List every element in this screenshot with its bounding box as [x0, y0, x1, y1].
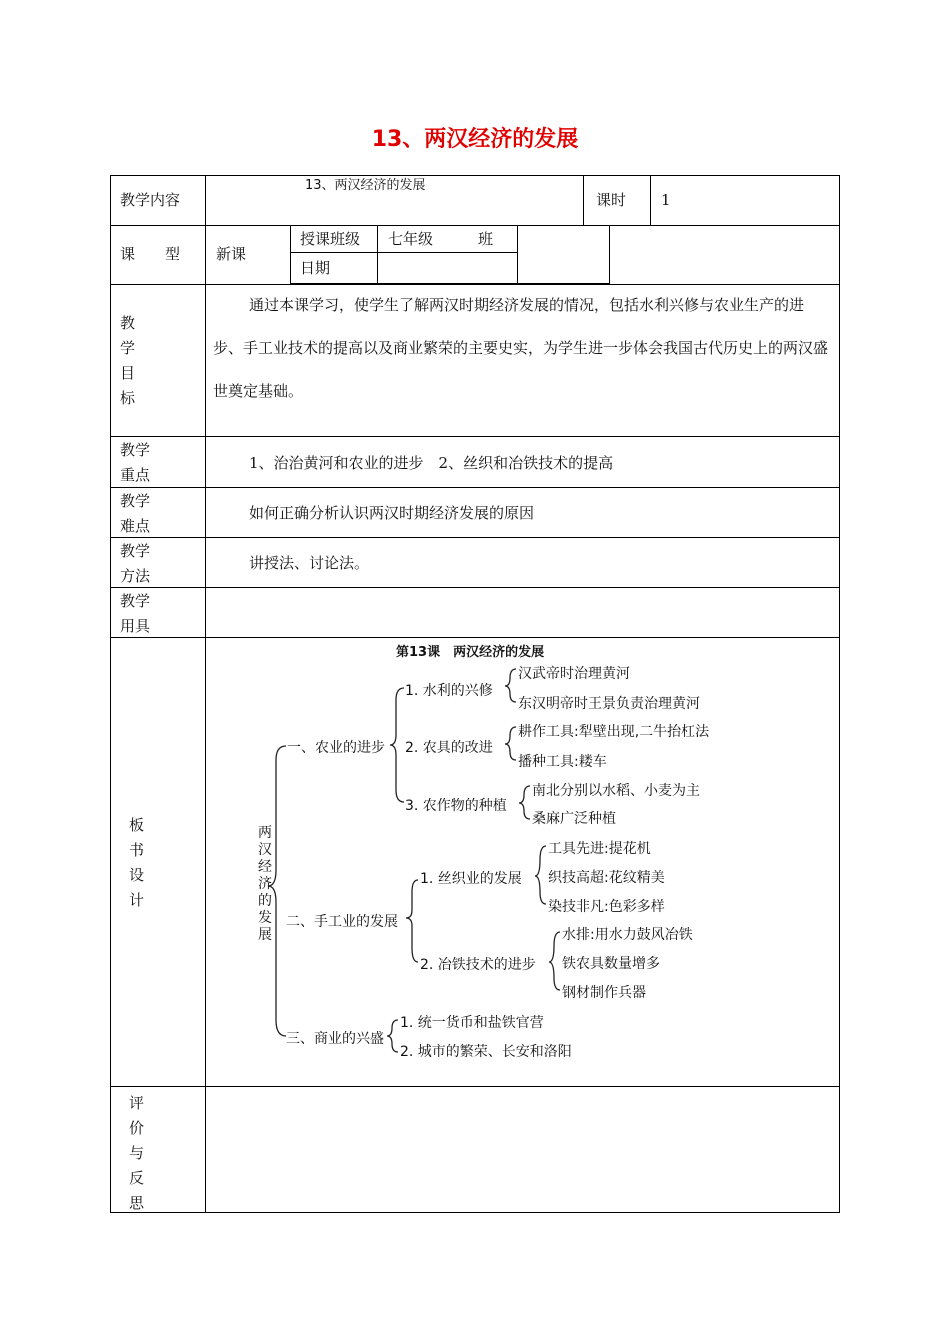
board-crops-item: 南北分别以水稻、小麦为主	[532, 783, 700, 799]
board-commerce-item: 1. 统一货币和盐铁官营	[400, 1015, 544, 1031]
board-silk-item: 染技非凡:色彩多样	[548, 899, 665, 915]
difficult-text: 如何正确分析认识两汉时期经济发展的原因	[249, 504, 535, 522]
board-iron: 2. 冶铁技术的进步	[420, 957, 536, 973]
board-water-item: 汉武帝时治理黄河	[518, 666, 630, 682]
type-label: 课 型	[120, 245, 181, 263]
board-silk-item: 织技高超:花纹精美	[548, 870, 665, 886]
goal-text: 通过本课学习，使学生了解两汉时期经济发展的情况，包括水利兴修与农业生产的进步、手工业技术的提高以及商业繁荣的主要史实，为学生进一步体会我国古代历史上的两汉盛世奠定基础。	[213, 296, 829, 400]
board-silk: 1. 丝织业的发展	[420, 871, 522, 887]
content-label: 教学内容	[120, 191, 181, 209]
difficult-label: 教学 难点	[120, 492, 151, 535]
class-value: 七年级 班	[388, 230, 494, 248]
type-value: 新课	[216, 245, 247, 263]
board-tools-item: 播种工具:耧车	[518, 754, 607, 770]
board-iron-item: 水排:用水力鼓风冶铁	[562, 927, 693, 943]
board-tools-item: 耕作工具:犁壁出现,二牛抬杠法	[518, 724, 710, 740]
board-craft: 二、手工业的发展	[286, 914, 398, 930]
content-value: 13、两汉经济的发展	[305, 178, 426, 193]
board-water-item: 东汉明帝时王景负责治理黄河	[518, 696, 700, 712]
board-crops-item: 桑麻广泛种植	[532, 811, 616, 827]
board-crops: 3. 农作物的种植	[405, 798, 507, 814]
board-label: 板 书 设 计	[129, 816, 145, 909]
goal-label: 教 学 目 标	[120, 314, 136, 407]
page-title: 13、两汉经济的发展	[371, 127, 579, 152]
board-title: 第13课 两汉经济的发展	[396, 645, 545, 660]
board-agriculture: 一、农业的进步	[287, 740, 385, 756]
board-root: 两 汉 经 济 的 发 展	[258, 825, 272, 943]
board-iron-item: 钢材制作兵器	[562, 985, 646, 1001]
class-label: 授课班级	[300, 230, 361, 248]
date-label: 日期	[300, 259, 331, 277]
board-water: 1. 水利的兴修	[405, 683, 493, 699]
board-commerce-item: 2. 城市的繁荣、长安和洛阳	[400, 1044, 572, 1060]
board-silk-item: 工具先进:提花机	[548, 841, 651, 857]
board-commerce: 三、商业的兴盛	[286, 1031, 384, 1047]
hours-label: 课时	[596, 191, 627, 209]
method-text: 讲授法、讨论法。	[249, 554, 370, 572]
key-label: 教学 重点	[120, 441, 151, 484]
tools-label: 教学 用具	[120, 592, 151, 635]
hours-value: 1	[661, 191, 671, 209]
reflect-label: 评 价 与 反 思	[129, 1094, 145, 1212]
key-text: 1、治治黄河和农业的进步 2、丝织和冶铁技术的提高	[249, 454, 614, 472]
board-tools: 2. 农具的改进	[405, 740, 493, 756]
board-iron-item: 铁农具数量增多	[562, 956, 660, 972]
method-label: 教学 方法	[120, 542, 151, 585]
